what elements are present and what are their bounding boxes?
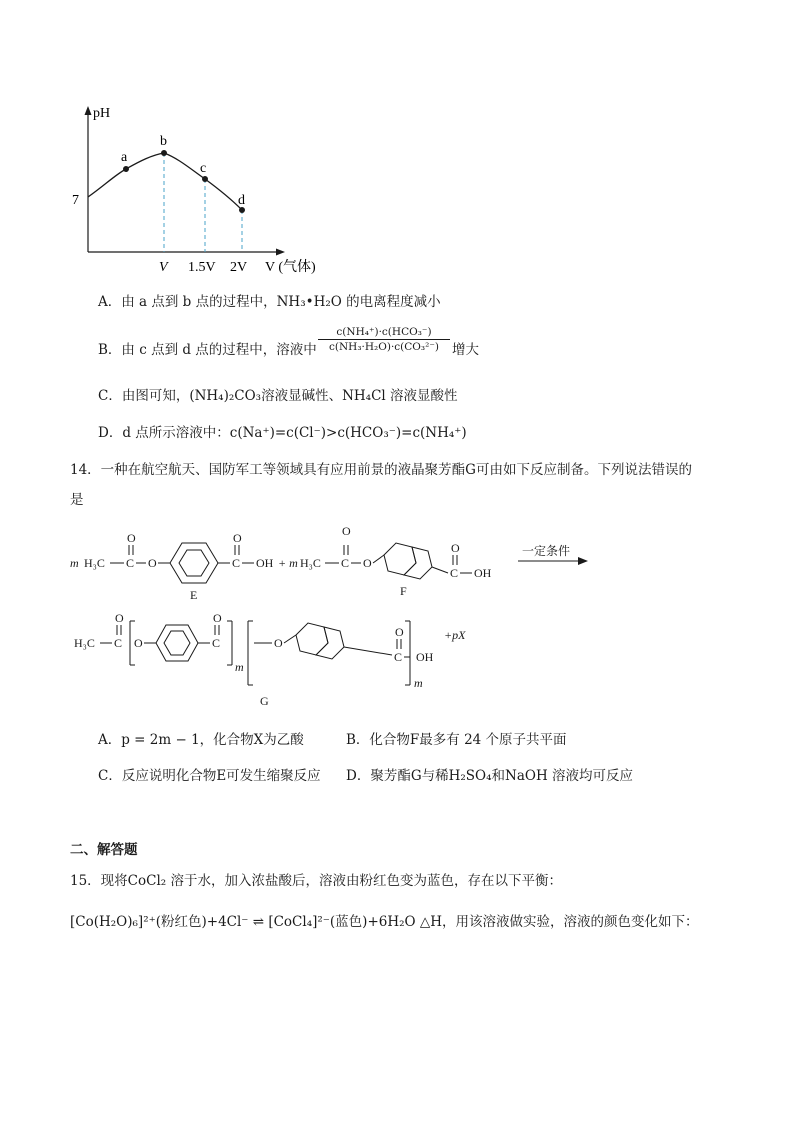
g-naphthalene-ring-1 [296,623,328,655]
point-label-c: c [200,161,207,176]
g-benzene-inner [164,631,190,655]
g-bond-5 [284,635,296,643]
e-h3c: H₃C [84,556,105,570]
g-benzene-ring [156,625,198,661]
g-c3: C [394,650,403,664]
q13-option-d: D．d 点所示溶液中：c(Na⁺)=c(Cl⁻)>c(HCO₃⁻)=c(NH₄⁺) [98,425,467,441]
x-tick-v: V [159,260,168,275]
e-oh: OH [256,556,274,570]
fraction-numerator: c(NH₄⁺)·c(HCO₃⁻) [336,326,432,338]
reaction-scheme [60,515,620,710]
point-label-a: a [121,150,128,165]
q13-option-c: C．由图可知，(NH₄)₂CO₃溶液显碱性、NH₄Cl 溶液显酸性 [98,388,458,404]
g-bond-6 [344,647,392,655]
f-c2: C [450,566,459,580]
f-o-ester: O [363,556,372,570]
q13-option-b-fraction [318,326,450,353]
e-c1: C [126,556,135,570]
ph-graph [60,100,350,280]
f-naphthalene-ring-2 [404,547,432,579]
g-o-carbonyl-3: O [395,625,404,639]
label-f: F [400,584,407,598]
g-c2: C [212,636,221,650]
e-o-carbonyl-1: O [127,531,136,545]
y-axis-arrow [85,106,92,115]
e-o-ester: O [148,556,157,570]
y-axis-label: pH [93,106,111,121]
q14-stem-line2: 是 [70,492,84,508]
point-b [161,150,167,156]
q13-option-a: A．由 a 点到 b 点的过程中，NH₃•H₂O 的电离程度减小 [98,294,441,310]
f-naphthalene-ring-1 [384,543,416,575]
q14-option-a: A．p = 2m − 1，化合物X为乙酸 [98,732,304,748]
ph-curve [88,153,242,210]
q14-option-c: C．反应说明化合物E可发生缩聚反应 [98,768,321,784]
reaction-condition: 一定条件 [522,544,571,558]
x-axis-label: V (气体) [265,260,316,275]
f-c1: C [341,556,350,570]
q13-option-b-prefix: B．由 c 点到 d 点的过程中，溶液中 [98,342,317,358]
q13-option-b-suffix: 增大 [452,342,479,358]
fraction-denominator: c(NH₃·H₂O)·c(CO₃²⁻) [329,341,439,353]
e-benzene-ring [170,543,218,583]
g-h3c: H₃C [74,636,95,650]
x-axis-arrow [276,249,285,256]
g-subscript-m-2: m [414,676,423,690]
fraction-bar [318,339,450,340]
g-c1: C [114,636,123,650]
point-label-d: d [238,193,245,208]
e-benzene-inner [179,550,209,576]
label-e: E [190,588,198,602]
g-o-carbonyl-1: O [115,611,124,625]
q15-line1: 15．现将CoCl₂ 溶于水，加入浓盐酸后，溶液由粉红色变为蓝色，存在以下平衡： [70,873,562,889]
f-o-carbonyl-2: O [451,541,460,555]
g-naphthalene-ring-2 [316,627,344,659]
point-a [123,166,129,172]
f-bond-3 [373,555,384,563]
f-o-carbonyl-1: O [342,524,351,538]
label-g: G [260,694,269,708]
g-o-ester-1: O [134,636,143,650]
f-oh: OH [474,566,492,580]
plus-m-f: + m [278,556,298,570]
coef-m-e: m [70,556,79,570]
f-h3c: H₃C [300,556,321,570]
e-o-carbonyl-2: O [233,531,242,545]
g-o-carbonyl-2: O [213,611,222,625]
q14-option-b: B．化合物F最多有 24 个原子共平面 [346,732,567,748]
x-tick-1.5v: 1.5V [188,260,216,275]
q14-option-d: D．聚芳酯G与稀H₂SO₄和NaOH 溶液均可反应 [346,768,634,784]
e-c2: C [232,556,241,570]
q14-stem-line1: 14．一种在航空航天、国防军工等领域具有应用前景的液晶聚芳酯G可由如下反应制备。下列说法错误的 [70,462,692,478]
f-bond-4 [432,567,448,573]
q15-line2: [Co(H₂O)₆]²⁺(粉红色)+4Cl⁻ ⇌ [CoCl₄]²⁻(蓝色)+6H₂O △H，用该溶液做实验，溶液的颜色变化如下： [70,914,699,930]
g-oh: OH [416,650,434,664]
point-label-b: b [160,134,167,149]
g-subscript-m-1: m [235,660,244,674]
reaction-arrow-head [578,557,588,565]
g-plus-px: +pX [444,628,466,642]
point-c [202,176,208,182]
y-tick-7: 7 [72,193,79,208]
g-o-ester-2: O [274,636,283,650]
x-tick-2v: 2V [230,260,248,275]
section-heading: 二、解答题 [70,842,138,858]
